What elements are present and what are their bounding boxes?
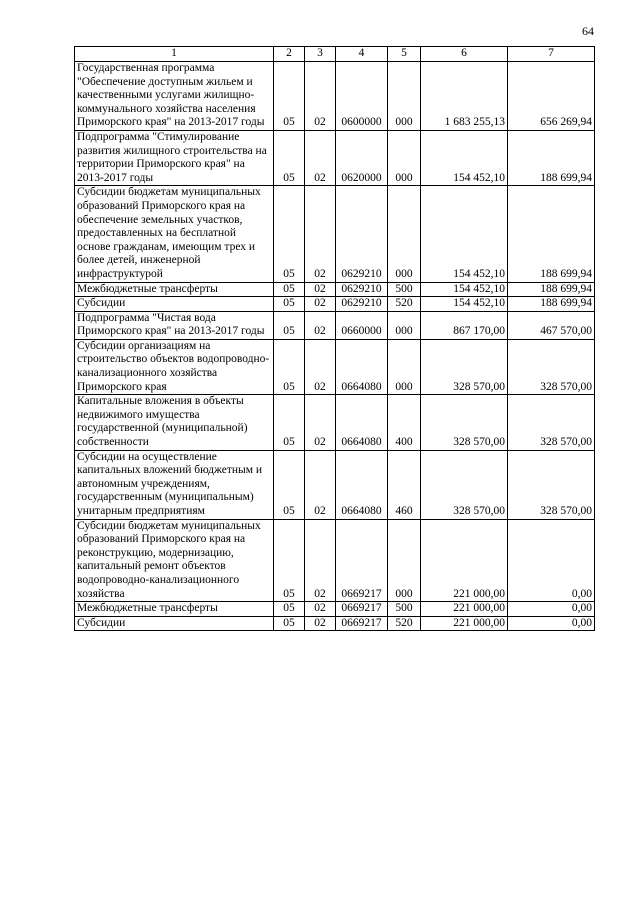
amount-col7: 188 699,94 [508,130,595,185]
amount-col6: 328 570,00 [421,450,508,519]
table-row [75,282,595,297]
target-code: 0600000 [336,62,388,131]
expense-type-code: 000 [388,130,421,185]
subsection-code: 02 [305,282,336,297]
amount-col7: 0,00 [508,602,595,617]
expense-type-code: 500 [388,282,421,297]
expense-type-code: 000 [388,186,421,282]
item-name: Субсидии организациям на строительство объектов водопроводно-канализационного хозяйства Приморского края [75,339,274,394]
target-code: 0629210 [336,186,388,282]
header-cell: 6 [421,47,508,62]
section-code: 05 [274,339,305,394]
subsection-code: 02 [305,339,336,394]
expense-type-code: 400 [388,395,421,450]
item-name: Межбюджетные трансферты [75,602,274,617]
table-row [75,311,595,339]
section-code: 05 [274,62,305,131]
amount-col6: 221 000,00 [421,602,508,617]
subsection-code: 02 [305,311,336,339]
header-cell: 3 [305,47,336,62]
target-code: 0660000 [336,311,388,339]
item-name: Субсидии бюджетам муниципальных образований Приморского края на обеспечение земельных участков, предоставленных на бесплатной основе гражданам, имеющим трех и более детей, инженерной инфраструктурой [75,186,274,282]
section-code: 05 [274,130,305,185]
expense-type-code: 520 [388,616,421,631]
item-name: Капитальные вложения в объекты недвижимого имущества государственной (муниципальной) собственности [75,395,274,450]
item-name: Субсидии на осуществление капитальных вложений бюджетным и автономным учреждениям, государственным (муниципальным) унитарным предприятиям [75,450,274,519]
item-name: Подпрограмма "Чистая вода Приморского края" на 2013-2017 годы [75,311,274,339]
page-number: 64 [582,24,594,38]
amount-col7: 188 699,94 [508,186,595,282]
amount-col6: 154 452,10 [421,186,508,282]
table-row [75,62,595,131]
table-row [75,616,595,631]
section-code: 05 [274,282,305,297]
amount-col6: 154 452,10 [421,297,508,312]
item-name: Государственная программа "Обеспечение доступным жильем и качественными услугами жилищно-коммунального хозяйства населения Приморского края" на 2013-2017 годы [75,62,274,131]
amount-col7: 328 570,00 [508,450,595,519]
header-cell: 2 [274,47,305,62]
expense-type-code: 000 [388,519,421,602]
target-code: 0669217 [336,519,388,602]
expense-type-code: 000 [388,311,421,339]
target-code: 0669217 [336,602,388,617]
item-name: Субсидии [75,297,274,312]
table-row [75,450,595,519]
subsection-code: 02 [305,602,336,617]
section-code: 05 [274,186,305,282]
section-code: 05 [274,297,305,312]
section-code: 05 [274,395,305,450]
amount-col7: 188 699,94 [508,282,595,297]
item-name: Подпрограмма "Стимулирование развития жилищного строительства на территории Приморского края" на 2013-2017 годы [75,130,274,185]
subsection-code: 02 [305,62,336,131]
amount-col7: 467 570,00 [508,311,595,339]
amount-col6: 867 170,00 [421,311,508,339]
subsection-code: 02 [305,186,336,282]
expense-type-code: 460 [388,450,421,519]
amount-col7: 0,00 [508,616,595,631]
section-code: 05 [274,311,305,339]
amount-col6: 154 452,10 [421,282,508,297]
item-name: Субсидии бюджетам муниципальных образований Приморского края на реконструкцию, модернизацию, капитальный ремонт объектов водопроводно-канализационного хозяйства [75,519,274,602]
amount-col7: 328 570,00 [508,395,595,450]
expense-type-code: 000 [388,62,421,131]
item-name: Межбюджетные трансферты [75,282,274,297]
subsection-code: 02 [305,616,336,631]
amount-col7: 328 570,00 [508,339,595,394]
table-row [75,339,595,394]
amount-col6: 328 570,00 [421,339,508,394]
table-row [75,297,595,312]
expense-type-code: 520 [388,297,421,312]
budget-table [74,46,595,631]
table-row [75,519,595,602]
target-code: 0629210 [336,282,388,297]
header-cell: 1 [75,47,274,62]
section-code: 05 [274,616,305,631]
table-row [75,186,595,282]
expense-type-code: 000 [388,339,421,394]
expense-type-code: 500 [388,602,421,617]
table-row [75,395,595,450]
target-code: 0664080 [336,395,388,450]
target-code: 0664080 [336,339,388,394]
section-code: 05 [274,450,305,519]
amount-col7: 656 269,94 [508,62,595,131]
subsection-code: 02 [305,519,336,602]
header-cell: 4 [336,47,388,62]
target-code: 0629210 [336,297,388,312]
amount-col6: 154 452,10 [421,130,508,185]
header-cell: 5 [388,47,421,62]
section-code: 05 [274,602,305,617]
amount-col6: 1 683 255,13 [421,62,508,131]
subsection-code: 02 [305,130,336,185]
subsection-code: 02 [305,395,336,450]
section-code: 05 [274,519,305,602]
header-cell: 7 [508,47,595,62]
amount-col6: 221 000,00 [421,519,508,602]
target-code: 0664080 [336,450,388,519]
table-header-row [75,47,595,62]
amount-col7: 188 699,94 [508,297,595,312]
amount-col6: 328 570,00 [421,395,508,450]
target-code: 0669217 [336,616,388,631]
table-row [75,130,595,185]
amount-col6: 221 000,00 [421,616,508,631]
target-code: 0620000 [336,130,388,185]
subsection-code: 02 [305,297,336,312]
table-row [75,602,595,617]
subsection-code: 02 [305,450,336,519]
amount-col7: 0,00 [508,519,595,602]
item-name: Субсидии [75,616,274,631]
